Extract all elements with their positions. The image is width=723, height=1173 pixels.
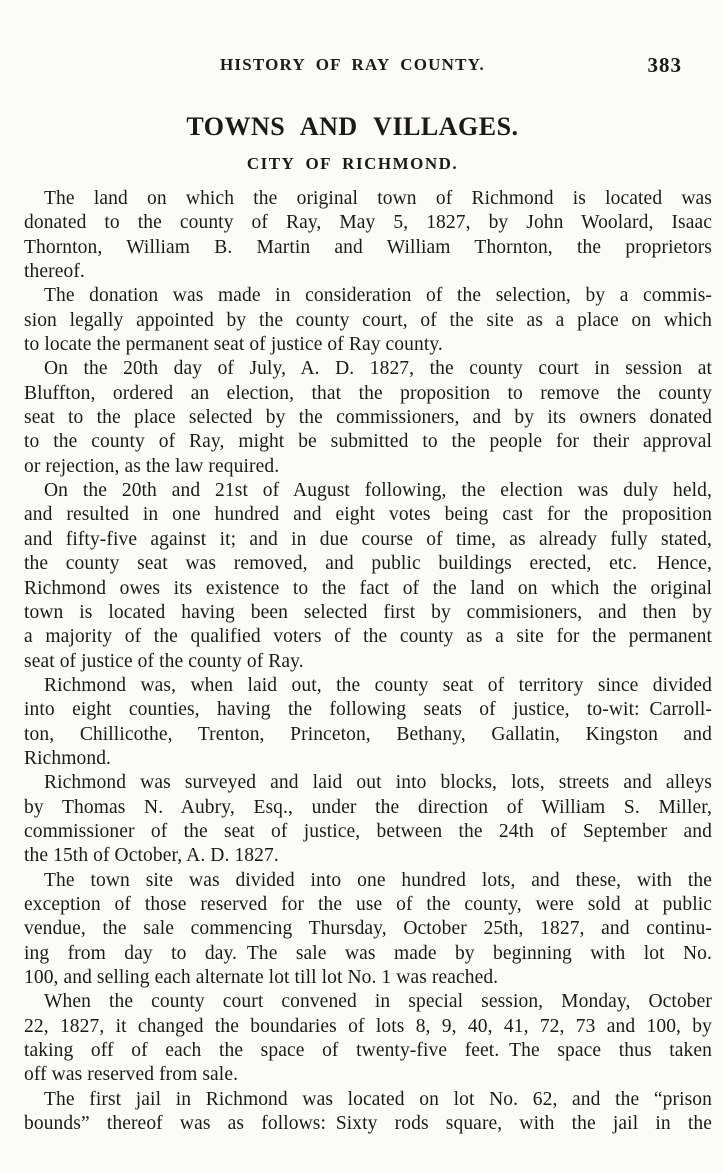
text-line: Thornton, William B. Martin and William Thornton, the proprietors — [24, 236, 712, 258]
running-header-row — [0, 55, 705, 75]
text-line: The donation was made in consideration of the selection, by a commis- — [44, 285, 712, 307]
text-line: to the county of Ray, might be submitted to the people for their approval — [24, 431, 712, 453]
text-line: town is located having been selected first by commisioners, and then by — [24, 601, 712, 623]
body-text — [24, 187, 712, 1136]
paragraph — [24, 674, 712, 771]
text-line: The land on which the original town of Richmond is located was — [44, 188, 712, 209]
text-line: Bluffton, ordered an election, that the proposition to remove the county — [24, 382, 712, 404]
text-line: to locate the permanent seat of justice of Ray county. — [24, 334, 443, 356]
text-line: off was reserved from sale. — [24, 1064, 239, 1086]
paragraph — [24, 357, 712, 479]
text-line: commissioner of the seat of justice, between the 24th of September and — [24, 820, 712, 842]
paragraph — [24, 1088, 712, 1137]
text-line: Richmond was surveyed and laid out into blocks, lots, streets and alleys — [44, 772, 712, 794]
text-line: taking off of each the space of twenty-five feet. The space thus taken — [24, 1040, 712, 1062]
text-line: thereof. — [24, 261, 85, 283]
text-line: The first jail in Richmond was located on lot No. 62, and the “prison — [44, 1088, 712, 1110]
paragraph — [24, 187, 712, 284]
text-line: The town site was divided into one hundred lots, and these, with the — [44, 869, 712, 891]
text-line: On the 20th and 21st of August following, the election was duly held, — [44, 480, 712, 502]
paragraph — [24, 479, 712, 674]
text-line: ing from day to day. The sale was made by beginning with lot No. — [24, 942, 712, 964]
text-line: sion legally appointed by the county court, of the site as a place on which — [24, 309, 712, 331]
text-line: ton, Chillicothe, Trenton, Princeton, Bethany, Gallatin, Kingston and — [24, 723, 712, 745]
text-line: the county seat was removed, and public buildings erected, etc. Hence, — [24, 553, 712, 575]
section-title: TOWNS AND VILLAGES. — [186, 112, 519, 141]
text-line: and resulted in one hundred and eight votes being cast for the proposition — [24, 504, 712, 526]
text-line: Richmond was, when laid out, the county seat of territory since divided — [44, 674, 712, 696]
text-line: On the 20th day of July, A. D. 1827, the county court in session at — [44, 358, 712, 380]
paragraph — [24, 771, 712, 868]
running-header: HISTORY OF RAY COUNTY. — [220, 55, 485, 74]
text-line: seat to the place selected by the commissioners, and by its owners donated — [24, 407, 712, 429]
text-line: bounds” thereof was as follows: Sixty rods square, with the jail in the — [24, 1113, 712, 1135]
text-line: seat of justice of the county of Ray. — [24, 650, 304, 672]
text-line: donated to the county of Ray, May 5, 1827, by John Woolard, Isaac — [24, 212, 712, 234]
paragraph — [24, 869, 712, 991]
text-line: When the county court convened in special session, Monday, October — [44, 991, 712, 1013]
subsection-title-row — [0, 154, 705, 174]
subsection-title: CITY OF RICHMOND. — [246, 154, 459, 173]
text-line: Richmond owes its existence to the fact of the land on which the original — [24, 577, 712, 599]
text-line: a majority of the qualified voters of the county as a site for the permanent — [24, 626, 712, 648]
text-line: exception of those reserved for the use of the county, were sold at public — [24, 893, 712, 915]
text-line: and fifty-five against it; and in due course of time, as already fully stated, — [24, 528, 712, 550]
text-line: or rejection, as the law required. — [24, 455, 280, 477]
text-line: vendue, the sale commencing Thursday, October 25th, 1827, and continu- — [24, 918, 712, 940]
text-line: into eight counties, having the following seats of justice, to-wit: Carroll- — [24, 699, 712, 721]
paragraph — [24, 284, 712, 357]
paragraph — [24, 990, 712, 1087]
text-line: 100, and selling each alternate lot till lot No. 1 was reached. — [24, 967, 499, 988]
text-line: the 15th of October, A. D. 1827. — [24, 845, 279, 867]
page-number: 383 — [647, 53, 682, 77]
section-title-row — [0, 112, 705, 142]
text-line: by Thomas N. Aubry, Esq., under the direction of William S. Miller, — [24, 796, 712, 818]
text-line: 22, 1827, it changed the boundaries of lots 8, 9, 40, 41, 72, 73 and 100, by — [24, 1015, 712, 1037]
text-line: Richmond. — [24, 747, 112, 769]
